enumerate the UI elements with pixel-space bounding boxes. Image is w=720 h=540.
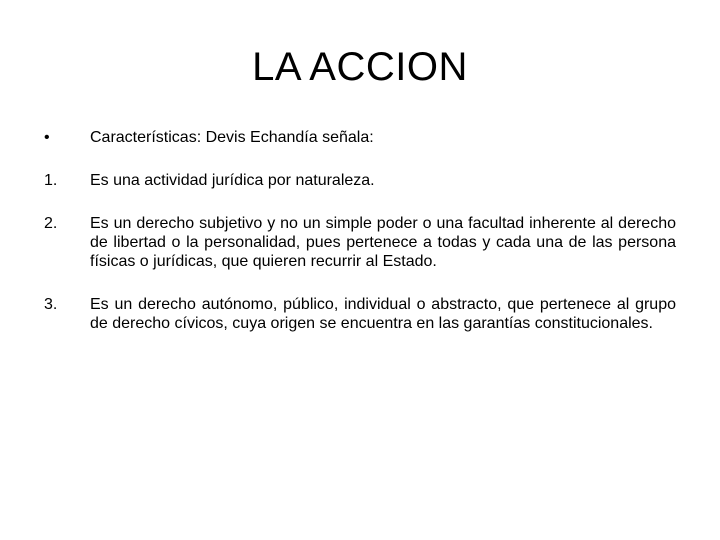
list-item-3	[44, 295, 676, 333]
number-marker: 1.	[44, 172, 58, 189]
number-marker: 2.	[44, 215, 58, 232]
content-list	[44, 128, 676, 357]
list-item-2	[44, 214, 676, 271]
list-item-text: Es un derecho subjetivo y no un simple poder o una facultad inherente al derecho de libertad o la personalidad, pues pertenece a todas y cada una de las persona físicas o jurídicas, que quieren recurrir al Estado.	[90, 215, 676, 270]
list-item-intro	[44, 128, 676, 147]
list-item-1	[44, 171, 676, 190]
list-item-text: Es un derecho autónomo, público, individual o abstracto, que pertenece al grupo de derecho cívicos, cuya origen se encuentra en las garantías constitucionales.	[90, 296, 676, 332]
bullet-marker: •	[44, 129, 50, 146]
number-marker: 3.	[44, 296, 58, 313]
list-item-text: Características: Devis Echandía señala:	[90, 129, 374, 146]
list-item-text: Es una actividad jurídica por naturaleza.	[90, 172, 375, 189]
slide-title: LA ACCION	[252, 45, 468, 89]
